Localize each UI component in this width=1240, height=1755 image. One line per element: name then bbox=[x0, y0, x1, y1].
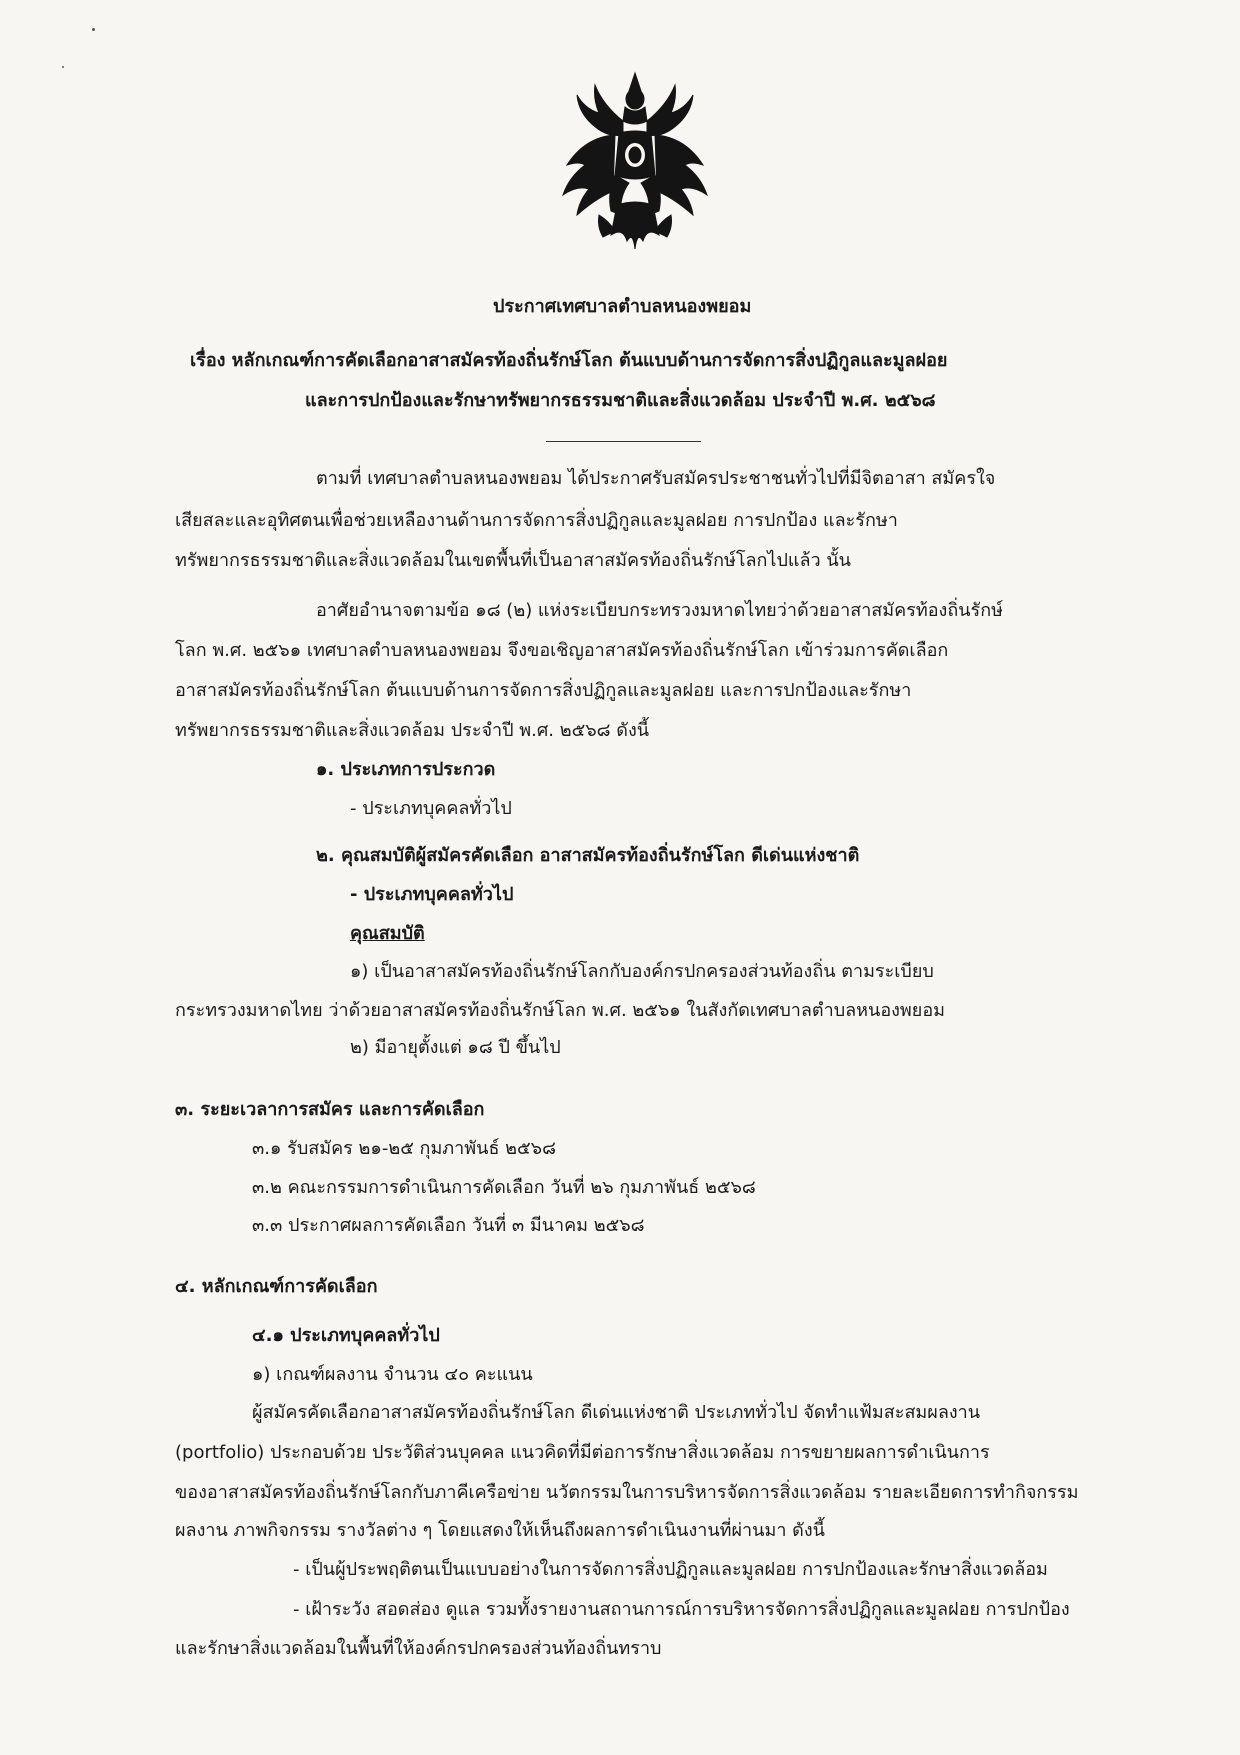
schedule-item: ๓.๓ ประกาศผลการคัดเลือก วันที่ ๓ มีนาคม ๒๕๖๘ bbox=[252, 1215, 645, 1236]
paragraph-1-line: ตามที่ เทศบาลตำบลหนองพยอม ได้ประกาศรับสมัครประชาชนทั่วไปที่มีจิตอาสา สมัครใจ bbox=[316, 468, 996, 489]
paragraph-2-line: โลก พ.ศ. ๒๕๖๑ เทศบาลตำบลหนองพยอม จึงขอเชิญอาสาสมัครท้องถิ่นรักษ์โลก เข้าร่วมการคัดเลือก bbox=[175, 640, 949, 661]
section-3-heading: ๓. ระยะเวลาการสมัคร และการคัดเลือก bbox=[175, 1099, 485, 1120]
section-1-heading: ๑. ประเภทการประกวด bbox=[316, 759, 496, 780]
section-1-item: - ประเภทบุคคลทั่วไป bbox=[350, 798, 512, 819]
section-4-heading: ๔. หลักเกณฑ์การคัดเลือก bbox=[175, 1276, 378, 1297]
schedule-item: ๓.๒ คณะกรรมการดำเนินการคัดเลือก วันที่ ๒๖ กุมภาพันธ์ ๒๕๖๘ bbox=[252, 1177, 756, 1198]
paragraph-2-line: ทรัพยากรธรรมชาติและสิ่งแวดล้อม ประจำปี พ.ศ. ๒๕๖๘ ดังนี้ bbox=[175, 720, 650, 741]
criteria-last-line: และรักษาสิ่งแวดล้อมในพื้นที่ให้องค์กรปกครองส่วนท้องถิ่นทราบ bbox=[175, 1638, 662, 1659]
qualification-1-line-1: ๑) เป็นอาสาสมัครท้องถิ่นรักษ์โลกกับองค์กรปกครองส่วนท้องถิ่น ตามระเบียบ bbox=[350, 961, 934, 982]
criteria-bullet: - เป็นผู้ประพฤติตนเป็นแบบอย่างในการจัดการสิ่งปฏิกูลและมูลฝอย การปกป้องและรักษาสิ่งแวดล้อม bbox=[293, 1559, 1048, 1580]
qualification-1-line-2: กระทรวงมหาดไทย ว่าด้วยอาสาสมัครท้องถิ่นรักษ์โลก พ.ศ. ๒๕๖๑ ในสังกัดเทศบาลตำบลหนองพยอม bbox=[175, 1000, 946, 1021]
qualification-2: ๒) มีอายุตั้งแต่ ๑๘ ปี ขึ้นไป bbox=[350, 1037, 561, 1058]
criteria-body-line: ผลงาน ภาพกิจกรรม รางวัลต่าง ๆ โดยแสดงให้เห็นถึงผลการดำเนินงานที่ผ่านมา ดังนี้ bbox=[175, 1520, 825, 1541]
criteria-bullet: - เฝ้าระวัง สอดส่อง ดูแล รวมทั้งรายงานสถานการณ์การบริหารจัดการสิ่งปฏิกูลและมูลฝอย การปกป้อง bbox=[293, 1599, 1070, 1620]
qualification-label: คุณสมบัติ bbox=[350, 923, 425, 944]
schedule-item: ๓.๑ รับสมัคร ๒๑-๒๕ กุมภาพันธ์ ๒๕๖๘ bbox=[252, 1138, 556, 1159]
scan-speck bbox=[62, 66, 64, 68]
divider-rule bbox=[546, 441, 701, 442]
garuda-emblem-icon bbox=[555, 65, 715, 265]
criteria-body-line: ผู้สมัครคัดเลือกอาสาสมัครท้องถิ่นรักษ์โลก ดีเด่นแห่งชาติ ประเภททั่วไป จัดทำแฟ้มสะสมผลงาน bbox=[252, 1402, 981, 1423]
scan-speck bbox=[92, 28, 95, 31]
subject-line-2: และการปกป้องและรักษาทรัพยากรธรรมชาติและสิ่งแวดล้อม ประจำปี พ.ศ. ๒๕๖๘ bbox=[305, 390, 936, 411]
section-2-subheading: - ประเภทบุคคลทั่วไป bbox=[350, 884, 514, 905]
criteria-body-line: ของอาสาสมัครท้องถิ่นรักษ์โลกกับภาคีเครือข่าย นวัตกรรมในการบริหารจัดการสิ่งแวดล้อม รายละเอียดการทำกิจกรรม bbox=[175, 1482, 1079, 1503]
paragraph-1-line: ทรัพยากรธรรมชาติและสิ่งแวดล้อมในเขตพื้นที่เป็นอาสาสมัครท้องถิ่นรักษ์โลกไปแล้ว นั้น bbox=[175, 550, 851, 571]
announcement-title: ประกาศเทศบาลตำบลหนองพยอม bbox=[493, 296, 752, 317]
paragraph-2-line: อาศัยอำนาจตามข้อ ๑๘ (๒) แห่งระเบียบกระทรวงมหาดไทยว่าด้วยอาสาสมัครท้องถิ่นรักษ์ bbox=[316, 600, 1003, 621]
section-2-heading: ๒. คุณสมบัติผู้สมัครคัดเลือก อาสาสมัครท้องถิ่นรักษ์โลก ดีเด่นแห่งชาติ bbox=[316, 845, 860, 866]
paragraph-2-line: อาสาสมัครท้องถิ่นรักษ์โลก ต้นแบบด้านการจัดการสิ่งปฏิกูลและมูลฝอย และการปกป้องและรักษา bbox=[175, 680, 912, 701]
section-4-1-heading: ๔.๑ ประเภทบุคคลทั่วไป bbox=[252, 1325, 440, 1346]
paragraph-1-line: เสียสละและอุทิศตนเพื่อช่วยเหลืองานด้านการจัดการสิ่งปฏิกูลและมูลฝอย การปกป้อง และรักษา bbox=[175, 510, 898, 531]
subject-line-1: เรื่อง หลักเกณฑ์การคัดเลือกอาสาสมัครท้องถิ่นรักษ์โลก ต้นแบบด้านการจัดการสิ่งปฏิกูลและมูลฝอย bbox=[190, 350, 948, 371]
criteria-body-line: (portfolio) ประกอบด้วย ประวัติส่วนบุคคล แนวคิดที่มีต่อการรักษาสิ่งแวดล้อม การขยายผลการดำเนินการ bbox=[175, 1442, 990, 1463]
criterion-1: ๑) เกณฑ์ผลงาน จำนวน ๔๐ คะแนน bbox=[252, 1364, 533, 1385]
